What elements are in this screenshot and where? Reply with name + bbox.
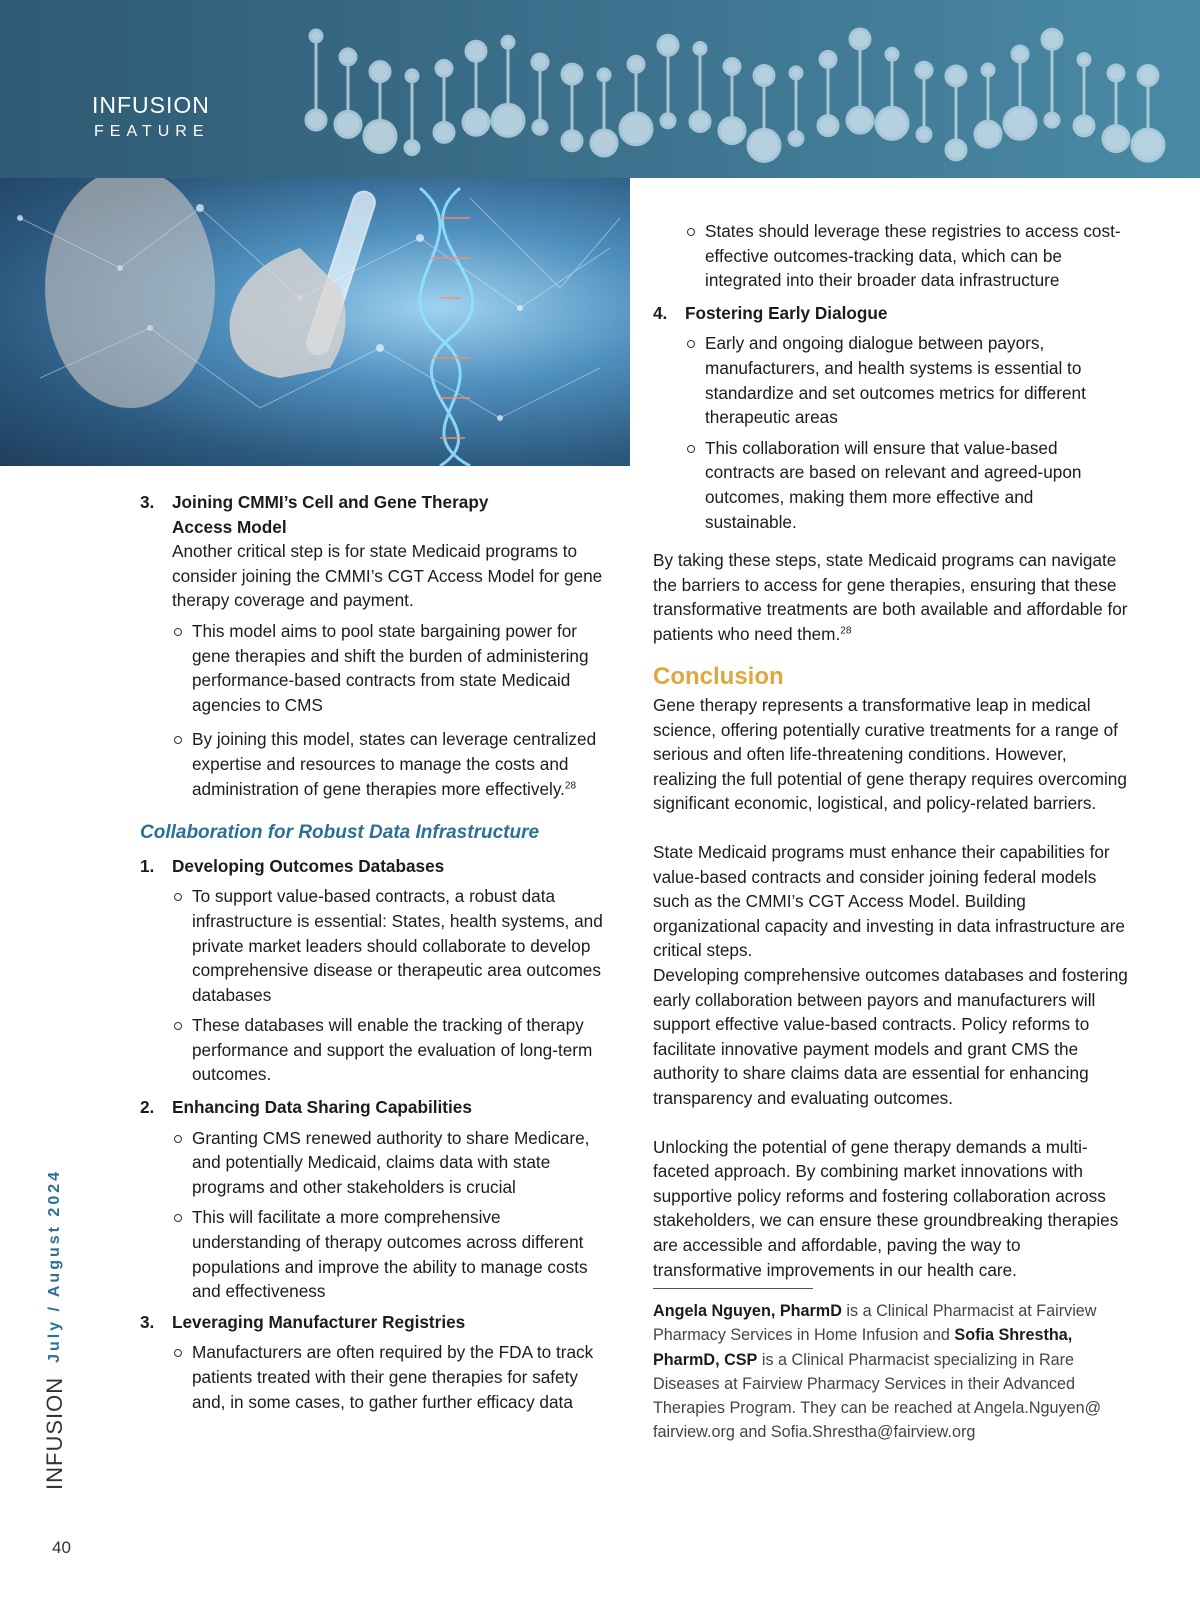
magazine-logo: INFUSION	[92, 92, 210, 118]
helix-node	[1004, 107, 1036, 139]
helix-node	[1138, 65, 1158, 85]
helix-node	[724, 58, 740, 74]
bullet-item: Manufacturers are often required by the FDA to track patients treated with their gene therapies for safety and, in some cases, to gather further efficacy data	[172, 1340, 610, 1414]
helix-node	[719, 118, 745, 144]
bullet-item: This collaboration will ensure that value-based contracts are based on relevant and agreed-upon outcomes, making them more effective and sustainable.	[685, 436, 1128, 534]
helix-node	[982, 64, 994, 76]
bullet-item: This will facilitate a more comprehensive understanding of therapy outcomes across different populations and improve the ability to manage costs and effectiveness	[172, 1205, 610, 1303]
helix-node	[1108, 65, 1124, 81]
helix-node	[886, 48, 898, 60]
issue-sidebar	[40, 1070, 70, 1490]
photo-illustration	[0, 178, 630, 466]
helix-node	[591, 130, 617, 156]
bio-divider	[653, 1288, 813, 1289]
helix-node	[436, 60, 452, 76]
helix-node	[532, 54, 548, 70]
helix-node	[661, 114, 675, 128]
sidebar-logo: INFUSION	[42, 1376, 67, 1490]
helix-node	[690, 111, 710, 131]
helix-node	[790, 67, 802, 79]
bullet-item: Granting CMS renewed authority to share Medicare, and potentially Medicaid, claims data with state programs and other stakeholders is crucial	[172, 1126, 610, 1200]
header-banner	[0, 0, 1200, 178]
bullet-item: States should leverage these registries to access cost-effective outcomes-tracking data, which can be integrated into their broader data infrastructure	[685, 219, 1128, 293]
helix-node	[748, 129, 780, 161]
helix-node	[694, 42, 706, 54]
helix-node	[340, 49, 356, 65]
item-title: Leveraging Manufacturer Registries	[172, 1311, 466, 1332]
list-item-2-data-sharing: 2. Enhancing Data Sharing Capabilities Granting CMS renewed authority to share Medicare, and potentially Medicaid, claims data with state programs and other stakeholders is crucial This will facilitate a more comprehensive understanding of therapy outcomes across different populations and improve the ability to manage costs and effectiveness	[140, 1095, 610, 1304]
helix-node	[533, 120, 547, 134]
footnote-ref: 28	[840, 625, 852, 637]
helix-node	[598, 69, 610, 81]
footnote-ref: 28	[564, 779, 577, 791]
helix-node	[466, 41, 486, 61]
helix-node	[1103, 126, 1129, 152]
bullet-item: These databases will enable the tracking of therapy performance and support the evaluation of long-term outcomes.	[172, 1013, 610, 1087]
item-number: 3.	[140, 492, 155, 512]
helix-node	[850, 29, 870, 49]
conclusion-heading: Conclusion	[653, 662, 784, 690]
helix-node	[628, 56, 644, 72]
helix-node	[916, 62, 932, 78]
bullet-item: This model aims to pool state bargaining power for gene therapies and shift the burden of administering performance-based contracts from state Medicaid agencies to CMS	[172, 619, 610, 717]
list-item-3-cgt-access-model	[140, 490, 610, 801]
bullet-item: By joining this model, states can leverage centralized expertise and resources to manage the costs and administration of gene therapies more effectively.$^{28}$	[172, 727, 610, 801]
helix-node	[917, 127, 931, 141]
helix-node	[658, 35, 678, 55]
helix-node	[620, 113, 652, 145]
helix-node	[370, 62, 390, 82]
helix-node	[502, 36, 514, 48]
helix-node	[754, 66, 774, 86]
helix-node	[306, 110, 326, 130]
list-item-3-manufacturer-registries: 3. Leveraging Manufacturer Registries Manufacturers are often required by the FDA to track patients treated with their gene therapies for safety and, in some cases, to gather further efficacy data	[140, 1310, 610, 1414]
helix-node	[562, 64, 582, 84]
section-label: FEATURE	[94, 123, 210, 140]
helix-node	[847, 107, 873, 133]
helix-node	[406, 70, 418, 82]
helix-node	[364, 120, 396, 152]
page-number: 40	[52, 1538, 71, 1557]
helix-node	[562, 131, 582, 151]
helix-node	[946, 140, 966, 160]
helix-node	[820, 51, 836, 67]
helix-node	[492, 104, 524, 136]
conclusion-paragraph: State Medicaid programs must enhance their capabilities for value-based contracts and consider joining federal models such as the CMMI’s CGT Access Model. Building organizational capacity and investing in data infrastructure are critical steps.	[653, 842, 1125, 961]
bullet-item: Early and ongoing dialogue between payors, manufacturers, and health systems is essential to standardize and set outcomes metrics for different therapeutic areas	[685, 331, 1128, 429]
helix-node	[1012, 46, 1028, 62]
scientist-dna-photo	[0, 178, 630, 466]
helix-node	[1074, 116, 1094, 136]
helix-node	[876, 107, 908, 139]
item-title: Developing Outcomes Databases	[172, 855, 445, 876]
helix-node	[463, 109, 489, 135]
continued-bullets	[653, 219, 1128, 293]
summary-paragraph: By taking these steps, state Medicaid programs can navigate the barriers to access for gene therapies, ensuring that these transformative treatments are both available and affordable for patients who need them.$^{28}$	[653, 550, 1128, 644]
conclusion-paragraph: Developing comprehensive outcomes databases and fostering early collaboration between payors and manufacturers will support effective value-based contracts. Policy reforms to facilitate innovative payment models and grant CMS the authority to share claims data are essential for enhancing transparency and evaluating outcomes.	[653, 965, 1128, 1108]
helix-node	[818, 116, 838, 136]
conclusion-paragraph: Unlocking the potential of gene therapy demands a multi-faceted approach. By combining market innovations with supportive policy reforms and fostering collaboration across stakeholders, we can ensure these groundbreaking therapies are accessible and affordable, paving the way to transformative improvements in our health care.	[653, 1136, 1119, 1280]
helix-node	[946, 66, 966, 86]
item-body: Another critical step is for state Medicaid programs to consider joining the CMMI’s CGT Access Model for gene therapy coverage and payment.	[172, 541, 603, 611]
left-column	[140, 490, 610, 1414]
helix-node	[975, 121, 1001, 147]
right-column	[653, 219, 1128, 1444]
helix-node	[310, 30, 322, 42]
item-title: Enhancing Data Sharing Capabilities	[172, 1097, 472, 1118]
item-title: Joining CMMI’s Cell and Gene Therapy Access Model	[172, 492, 489, 537]
item-title: Fostering Early Dialogue	[685, 302, 888, 323]
bullet-item: To support value-based contracts, a robust data infrastructure is essential: States, health systems, and private market leaders should collaborate to develop comprehensive disease or therapeutic area outcomes databases	[172, 884, 610, 1007]
helix-node	[1078, 54, 1090, 66]
helix-node	[789, 131, 803, 145]
helix-node	[405, 141, 419, 155]
helix-node	[1132, 129, 1164, 161]
helix-node	[1042, 29, 1062, 49]
helix-node	[1045, 113, 1059, 127]
helix-node	[434, 122, 454, 142]
list-item-4-early-dialogue: 4. Fostering Early Dialogue Early and ongoing dialogue between payors, manufacturers, and health systems is essential to standardize and set outcomes metrics for different therapeutic areas This collaboration will ensure that value-based contracts are based on relevant and agreed-upon outcomes, making them more effective and sustainable.	[653, 301, 1128, 534]
conclusion-paragraph: Gene therapy represents a transformative leap in medical science, offering potentially curative treatments for a range of serious and often life-threatening conditions. However, realizing the full potential of gene therapy requires overcoming significant economic, logistical, and policy-related barriers.	[653, 695, 1127, 814]
issue-date: July / August 2024	[46, 1168, 63, 1363]
list-item-1-outcomes-databases: 1. Developing Outcomes Databases To support value-based contracts, a robust data infrastructure is essential: States, health systems, and private market leaders should collaborate to develop comprehensive disease or therapeutic area outcomes databases These databases will enable the tracking of therapy performance and support the evaluation of long-term outcomes.	[140, 854, 610, 1087]
dna-helix-graphic	[300, 0, 1200, 178]
author-bio: Angela Nguyen, PharmD is a Clinical Pharmacist at Fairview Pharmacy Services in Home Infusion and Sofia Shrestha, PharmD, CSP is a Clinical Pharmacist specializing in Rare Diseases at Fairview Pharmacy Services in their Advanced Therapies Program. They can be reached at Angela.Nguyen@ fairview.org and Sofia.Shrestha@fairview.org	[653, 1302, 1102, 1442]
section-heading: Collaboration for Robust Data Infrastructure	[140, 822, 540, 844]
helix-node	[335, 111, 361, 137]
